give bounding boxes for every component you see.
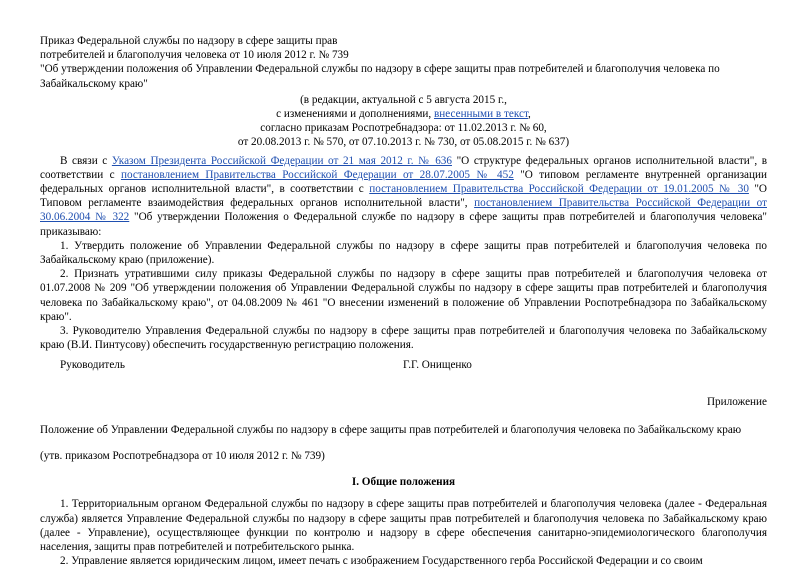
regulation-approval-note: (утв. приказом Роспотребнадзора от 10 июля 2012 г. № 739) <box>40 450 325 463</box>
order-item-3: 3. Руководителю Управления Федеральной службы по надзору в сфере защиты прав потребителей и благополучия человека по Забайкальскому краю (В.И. Пинтусову) обеспечить государственную регистрацию положения. <box>40 325 767 352</box>
preamble-text: "О Типовом регламенте взаимодействия федеральных органов исполнительной власти", <box>40 183 768 210</box>
section-heading: I. Общие положения <box>351 476 456 489</box>
signatory-name: Г.Г. Онищенко <box>403 359 472 372</box>
regulation-title: Положение об Управлении Федеральной службы по надзору в сфере защиты прав потребителей и благополучия человека по Забайкальскому краю <box>40 423 742 436</box>
presidential-decree-link[interactable]: Указом Президента Российской Федерации от 21 мая 2012 г. № 636 <box>111 154 452 167</box>
preamble-paragraph <box>40 154 767 239</box>
title-line: потребителей и благополучия человека от 10 июля 2012 г. № 739 <box>40 49 349 62</box>
title-line: "Об утверждении положения об Управлении Федеральной службы по надзору в сфере защиты прав потребителей и благополучия человека по <box>40 63 720 76</box>
redaction-line: (в редакции, актуальной с 5 августа 2015 г., <box>300 93 507 106</box>
signature-block <box>40 358 767 372</box>
resolution-30-link[interactable]: постановлением Правительства Российской Федерации от 19.01.2005 № 30 <box>369 183 749 196</box>
redaction-text: , <box>528 108 531 121</box>
signatory-role: Руководитель <box>60 359 125 372</box>
preamble-text: "О типовом регламенте внутренней организации федеральных органов исполнительной власти", в соответствии с <box>40 168 767 196</box>
title-line: Приказ Федеральной службы по надзору в сфере защиты прав <box>40 35 338 47</box>
order-item-1: 1. Утвердить положение об Управлении Федеральной службы по надзору в сфере защиты прав потребителей и благополучия человека по Забайкальскому краю (приложение). <box>40 239 767 267</box>
redaction-line: согласно приказам Роспотребнадзора: от 11.02.2013 г. № 60, <box>260 122 547 135</box>
redaction-line <box>40 107 767 121</box>
redaction-note <box>40 93 767 150</box>
amendments-link[interactable]: внесенными в текст <box>433 108 529 121</box>
preamble-text: "Об утверждении Положения о Федеральной службе по надзору в сфере защиты прав потребителей и благополучия человека" приказываю: <box>40 211 767 238</box>
appendix-label: Приложение <box>706 395 767 408</box>
resolution-452-link[interactable]: постановлением Правительства Российской Федерации от 28.07.2005 № 452 <box>120 168 514 181</box>
redaction-line: от 20.08.2013 г. № 570, от 07.10.2013 г. № 730, от 05.08.2015 г. № 637) <box>237 136 570 149</box>
regulation-item-2: 2. Управление является юридическим лицом, имеет печать с изображением Государственного герба Российской Федерации и со своим <box>60 555 703 568</box>
preamble-text: "О структуре федеральных органов исполнительной власти", в соответствии с <box>40 154 767 181</box>
order-item-2: 2. Признать утратившими силу приказы Федеральной службы по надзору в сфере защиты прав потребителей и благополучия человека от 01.07.2008 № 209 "Об утверждении положения об Управлении Федеральной службы по надзору в сфере защиты прав потребителей и благополучия человека по Забайкальскому краю", от 04.08.2009 № 461 "О внесении изменений в положение об Управлении Роспотребнадзора по Забайкальскому краю". <box>40 268 767 323</box>
title-line: Забайкальскому краю" <box>40 77 148 90</box>
redaction-text: с изменениями и дополнениями, <box>276 108 434 121</box>
document-title <box>40 34 767 91</box>
resolution-322-link[interactable]: постановлением Правительства Российской Федерации от 30.06.2004 № 322 <box>40 197 767 224</box>
regulation-item-1: 1. Территориальным органом Федеральной службы по надзору в сфере защиты прав потребителей и благополучия человека (далее - Федеральная служба) является Управление Федеральной службы по надзору в сфере защиты прав потребителей и благополучия человека по Забайкальскому краю (далее - Управление), осуществляющее функции по контролю и надзору в сфере обеспечения санитарно-эпидемиологического благополучия населения, защиты прав потребителей и потребительского рынка. <box>40 498 767 554</box>
preamble-text: В связи с <box>60 154 112 167</box>
